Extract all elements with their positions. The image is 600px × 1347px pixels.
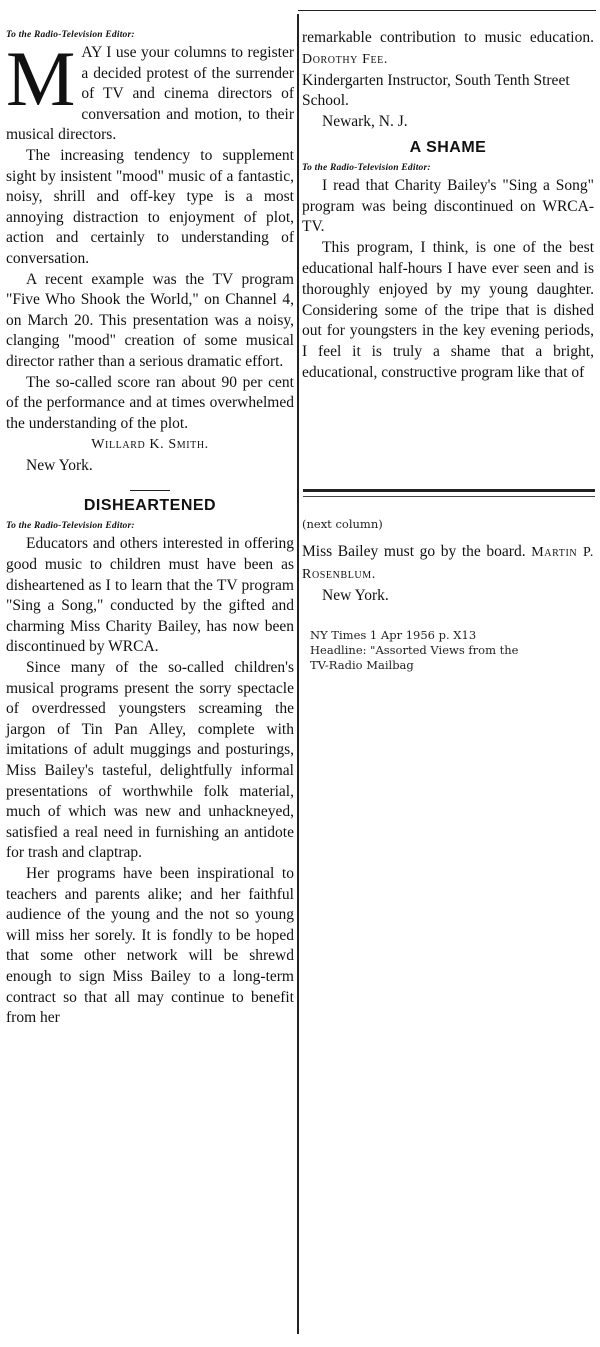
source-note bbox=[310, 628, 540, 673]
letter-1-para-1: AY I use your columns to register a decided protest of the surrender of TV and cinema directors of conversation and motion, to their musical directors. bbox=[6, 44, 294, 144]
top-rule bbox=[298, 10, 596, 11]
left-column bbox=[6, 30, 294, 1029]
letter-2-continuation bbox=[302, 28, 594, 71]
letter-2-city: Newark, N. J. bbox=[322, 113, 408, 131]
continuation-block bbox=[302, 517, 594, 673]
letter-1 bbox=[6, 30, 294, 476]
source-note-line-1: NY Times 1 Apr 1956 p. X13 bbox=[310, 628, 477, 643]
section-rule-thick bbox=[303, 489, 595, 492]
letter-3-kicker: To the Radio-Television Editor: bbox=[302, 162, 431, 173]
letter-3 bbox=[302, 139, 594, 384]
letter-3-signature: Martin P. Rosenblum. bbox=[302, 545, 594, 582]
letter-2-para-2: Since many of the so-called children's musical programs present the sorry spectacle of overdressed youngsters screaming the jargon of Tin Pan Alley, complete with imitations of adult muggings and posturings, Miss Bailey's tasteful, delightfully informal presentations of worthwhile folk material, much of which was new and unhackneyed, satisfied a real need in furnishing an antidote for trash and claptrap. bbox=[6, 659, 294, 862]
letter-1-city: New York. bbox=[26, 456, 93, 474]
letter-2-kicker: To the Radio-Television Editor: bbox=[6, 521, 135, 532]
letter-2-para-1: Educators and others interested in offering good music to children must have been as disheartened as I to learn that the TV program "Sing a Song," conducted by the gifted and charming Miss Charity Bailey, has now been discontinued by WRCA. bbox=[6, 535, 294, 656]
letter-1-signature: Willard K. Smith. bbox=[91, 437, 209, 453]
source-note-line-2: Headline: "Assorted Views from the TV-Radio Mailbag bbox=[310, 643, 519, 673]
letter-2 bbox=[6, 497, 294, 1028]
letter-3-para-2: This program, I think, is one of the best educational half-hours I have ever seen and is thoroughly enjoyed by my young daughter. Considering some of the tripe that is dished out for youngsters in the key evening periods, I feel it is truly a shame that a bright, educational, constructive program like that of bbox=[302, 239, 594, 381]
letter-1-para-4: The so-called score ran about 90 per cent of the performance and at times overwhelmed the understanding of the plot. bbox=[6, 373, 294, 432]
letter-3-para-1: I read that Charity Bailey's "Sing a Song" program was being discontinued on WRCA-TV. bbox=[302, 176, 594, 236]
next-column-label: (next column) bbox=[302, 517, 383, 531]
letter-3-cont-text: Miss Bailey must go by the board. bbox=[302, 543, 526, 560]
section-rule-thin bbox=[303, 496, 595, 497]
drop-cap: M bbox=[6, 35, 76, 122]
letter-1-para-3: A recent example was the TV program "Five Who Shook the World," on Channel 4, on March 20. This presentation was a noisy, clanging "mood" creation of some musical director rather than a serious dramatic effort. bbox=[6, 270, 294, 370]
letter-1-kicker: To the Radio-Television Editor: bbox=[6, 30, 135, 40]
letter-2-signature: Dorothy Fee. bbox=[302, 51, 388, 67]
letter-2-title: Kindergarten Instructor, South Tenth Street School. bbox=[302, 71, 570, 110]
letter-2-para-3: Her programs have been inspirational to teachers and parents alike; and her faithful audience of the young and the not so young will miss her sorely. It is fondly to be hoped that some other network will be shrewd enough to sign Miss Bailey to a long-term contract so that all may continue to benefit from her bbox=[6, 864, 294, 1027]
letter-1-signature-line bbox=[6, 434, 294, 456]
letter-1-para-2: The increasing tendency to supplement sight by insistent "mood" music of a fantastic, noisy, shrill and off-key type is a most annoying distraction to enjoyment of plot, action and certainly to understanding of conversation. bbox=[6, 146, 294, 267]
letter-3-headline: A SHAME bbox=[409, 138, 487, 156]
letter-2-cont-text: remarkable contribution to music education. bbox=[302, 29, 594, 46]
letter-3-continuation bbox=[302, 542, 594, 586]
letter-3-city: New York. bbox=[322, 586, 389, 604]
right-column bbox=[302, 29, 594, 673]
separator-rule bbox=[130, 490, 170, 491]
letter-2-headline: DISHEARTENED bbox=[83, 497, 217, 515]
column-divider bbox=[297, 14, 299, 1334]
